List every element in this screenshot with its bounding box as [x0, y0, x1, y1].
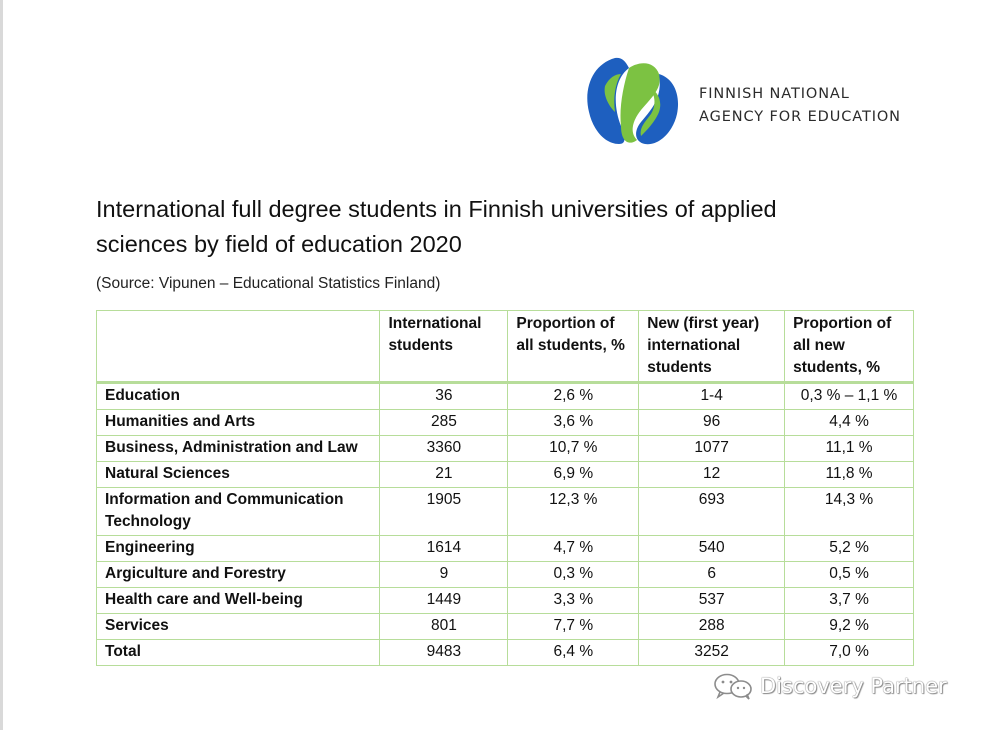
proportion-new: 14,3 % [785, 488, 914, 536]
proportion-new: 0,5 % [785, 562, 914, 588]
field-name: Humanities and Arts [97, 410, 380, 436]
table-row-total [97, 640, 914, 666]
new-count: 1-4 [639, 383, 785, 410]
proportion-all: 12,3 % [508, 488, 639, 536]
table-row [97, 536, 914, 562]
new-count: 288 [639, 614, 785, 640]
proportion-new: 4,4 % [785, 410, 914, 436]
watermark-text: Discovery Partner [760, 674, 947, 698]
table-row [97, 588, 914, 614]
proportion-new: 11,8 % [785, 462, 914, 488]
table-row [97, 383, 914, 410]
proportion-all: 3,3 % [508, 588, 639, 614]
field-name: Argiculture and Forestry [97, 562, 380, 588]
proportion-all: 6,9 % [508, 462, 639, 488]
field-name: Natural Sciences [97, 462, 380, 488]
watermark [712, 672, 947, 700]
proportion-all: 4,7 % [508, 536, 639, 562]
new-count: 540 [639, 536, 785, 562]
table-row [97, 488, 914, 536]
source-note: (Source: Vipunen – Educational Statistics Finland) [96, 275, 441, 292]
document-title: International full degree students in Finnish universities of applied sciences by field of education 2020 [96, 196, 777, 257]
new-count: 96 [639, 410, 785, 436]
international-count: 21 [380, 462, 508, 488]
table-row [97, 436, 914, 462]
table-row [97, 410, 914, 436]
agency-logo-icon [585, 56, 681, 148]
field-name: Services [97, 614, 380, 640]
field-name: Total [97, 640, 380, 666]
table-row [97, 614, 914, 640]
proportion-new: 9,2 % [785, 614, 914, 640]
international-count: 9483 [380, 640, 508, 666]
proportion-all: 6,4 % [508, 640, 639, 666]
new-count: 1077 [639, 436, 785, 462]
international-count: 36 [380, 383, 508, 410]
international-count: 1449 [380, 588, 508, 614]
new-count: 537 [639, 588, 785, 614]
proportion-new: 7,0 % [785, 640, 914, 666]
agency-name-line1: FINNISH NATIONAL [699, 86, 850, 102]
field-name: Information and Communication Technology [97, 488, 380, 536]
international-count: 3360 [380, 436, 508, 462]
page-edge [0, 0, 3, 730]
international-count: 801 [380, 614, 508, 640]
table-row [97, 462, 914, 488]
proportion-new: 3,7 % [785, 588, 914, 614]
proportion-all: 2,6 % [508, 383, 639, 410]
new-count: 3252 [639, 640, 785, 666]
new-count: 12 [639, 462, 785, 488]
header-international-students: International students [380, 311, 508, 383]
statistics-table [96, 310, 914, 666]
new-count: 6 [639, 562, 785, 588]
international-count: 1905 [380, 488, 508, 536]
table-row [97, 562, 914, 588]
proportion-new: 11,1 % [785, 436, 914, 462]
proportion-all: 3,6 % [508, 410, 639, 436]
proportion-all: 7,7 % [508, 614, 639, 640]
agency-name [699, 83, 901, 129]
agency-name-line2: AGENCY FOR EDUCATION [699, 109, 901, 125]
international-count: 285 [380, 410, 508, 436]
international-count: 1614 [380, 536, 508, 562]
header-field [97, 311, 380, 383]
header-new-international: New (first year) international students [639, 311, 785, 383]
field-name: Business, Administration and Law [97, 436, 380, 462]
wechat-icon [712, 672, 754, 700]
proportion-all: 10,7 % [508, 436, 639, 462]
field-name: Health care and Well-being [97, 588, 380, 614]
header-proportion-all: Proportion of all students, % [508, 311, 639, 383]
new-count: 693 [639, 488, 785, 536]
field-name: Engineering [97, 536, 380, 562]
proportion-new: 0,3 % – 1,1 % [785, 383, 914, 410]
field-name: Education [97, 383, 380, 410]
international-count: 9 [380, 562, 508, 588]
proportion-all: 0,3 % [508, 562, 639, 588]
header-proportion-new: Proportion of all new students, % [785, 311, 914, 383]
proportion-new: 5,2 % [785, 536, 914, 562]
table-header-row [97, 311, 914, 383]
